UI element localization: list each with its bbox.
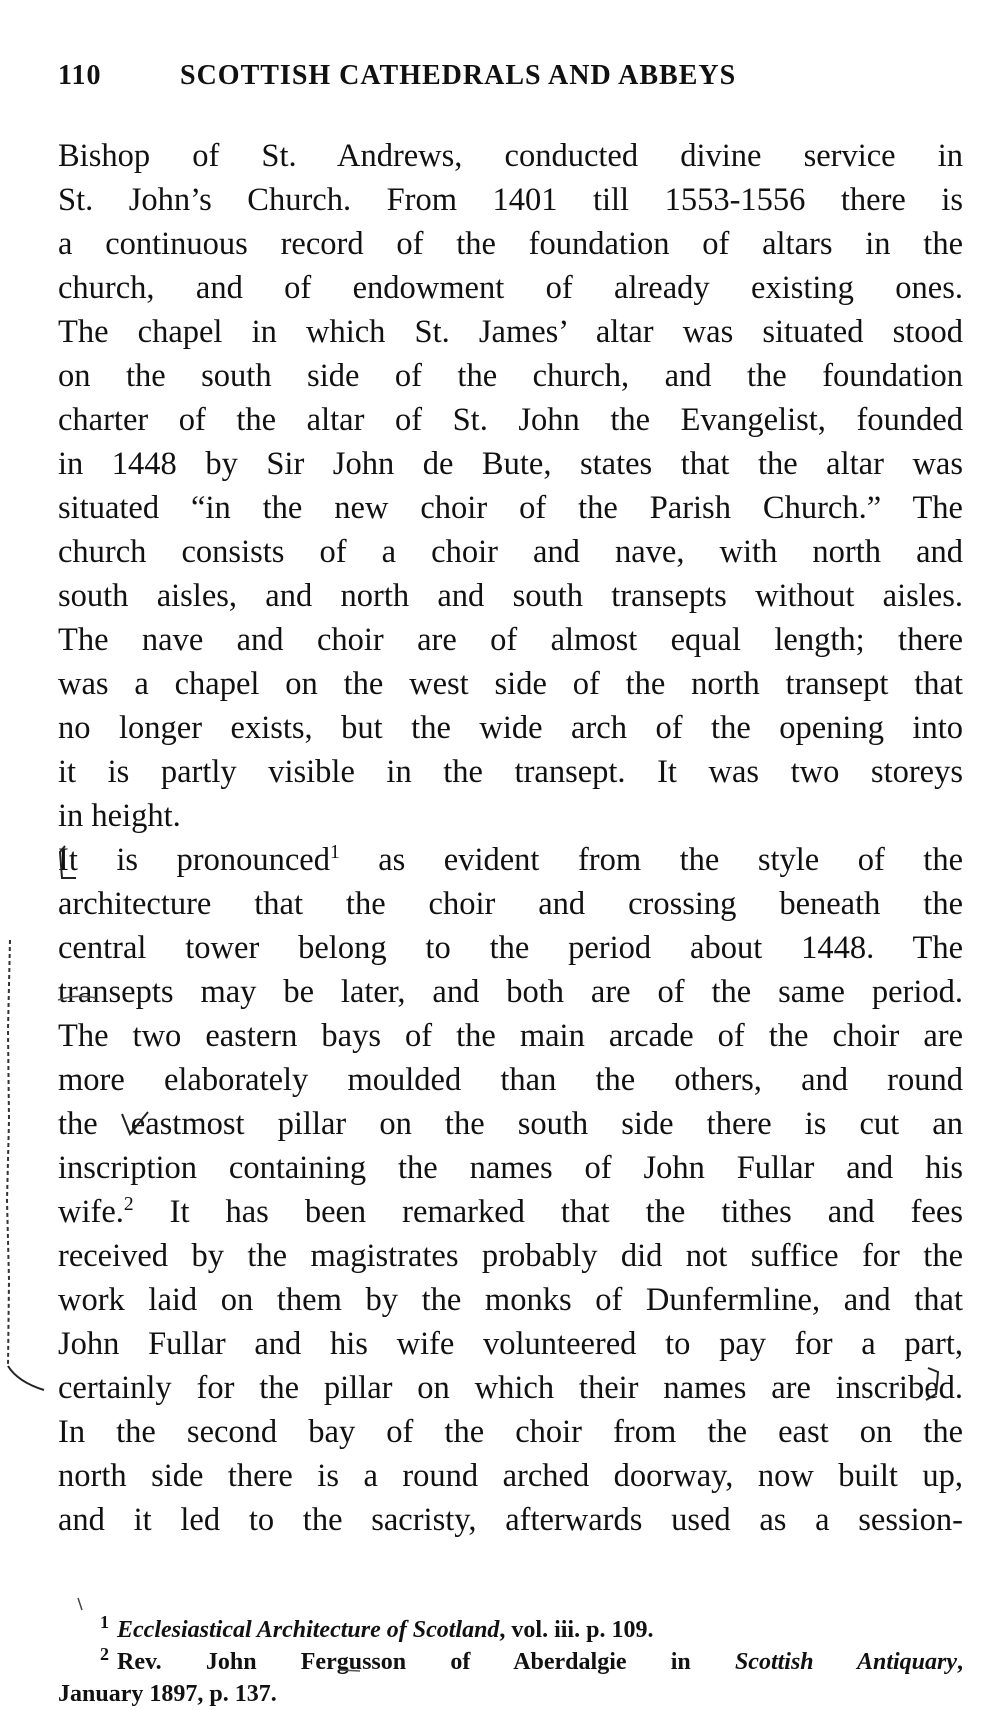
footnote-2-punct: , <box>957 1649 963 1675</box>
footnote-2-title: Scottish Antiquary <box>734 1649 957 1675</box>
text-line: situated “in the new choir of the Parish Church.” The <box>58 490 963 526</box>
pencil-margin-hook <box>8 1366 44 1390</box>
text-line: more elaborately moulded than the others, and round <box>58 1062 963 1098</box>
page-number: 110 <box>58 60 102 91</box>
footnote-2-text: Rev. John Fergusson of Aberdalgie in <box>117 1649 735 1675</box>
text-line: south aisles, and north and south transepts without aisles. <box>58 578 963 614</box>
text-line: central tower belong to the period about 1448. The <box>58 930 963 966</box>
text-line: In the second bay of the choir from the east on the <box>58 1414 963 1450</box>
text-line: church consists of a choir and nave, with north and <box>58 534 963 570</box>
pencil-caret-mark <box>122 1112 148 1134</box>
text-line: inscription containing the names of John Fullar and his <box>58 1150 963 1186</box>
text-line: The two eastern bays of the main arcade of the choir are <box>58 1018 963 1054</box>
footnote-2-continued: January 1897, p. 137. <box>58 1681 277 1707</box>
text-line: certainly for the pillar on which their names are inscribed. <box>58 1370 963 1406</box>
text-fragment: It has been remarked that the tithes and fees <box>133 1194 963 1230</box>
running-title: SCOTTISH CATHEDRALS AND ABBEYS <box>180 60 737 91</box>
text-line: charter of the altar of St. John the Evangelist, founded <box>58 402 963 438</box>
text-line: the eastmost pillar on the south side there is cut an <box>58 1106 963 1142</box>
text-fragment: as evident from the style of the <box>339 842 964 878</box>
text-line: was a chapel on the west side of the north transept that <box>58 666 963 702</box>
text-line: a continuous record of the foundation of altars in the <box>58 226 963 262</box>
text-line: architecture that the choir and crossing beneath the <box>58 886 963 922</box>
text-line: in 1448 by Sir John de Bute, states that the altar was <box>58 446 963 482</box>
text-line: John Fullar and his wife volunteered to pay for a part, <box>58 1326 963 1362</box>
pencil-tick-mark <box>78 1598 82 1610</box>
text-line: in height. <box>58 798 181 834</box>
text-line: St. John’s Church. From 1401 till 1553-1556 there is <box>58 182 963 218</box>
text-line: on the south side of the church, and the foundation <box>58 358 963 394</box>
footnote-ref-1: 1 <box>329 842 340 864</box>
text-line: church, and of endowment of already existing ones. <box>58 270 963 306</box>
text-fragment: It is pronounced <box>58 842 330 878</box>
pencil-dash-mark <box>340 1670 360 1671</box>
footnote-ref-2: 2 <box>123 1194 134 1216</box>
text-line: Bishop of St. Andrews, conducted divine service in <box>58 138 963 174</box>
footnote-1-rest: , vol. iii. p. 109. <box>499 1617 654 1643</box>
text-fragment: wife. <box>58 1194 124 1230</box>
pencil-bracket-open-mark <box>60 846 76 878</box>
text-line: The chapel in which St. James’ altar was situated stood <box>58 314 963 350</box>
pencil-underline-mark <box>58 996 96 1000</box>
text-line: transepts may be later, and both are of the same period. <box>58 974 963 1010</box>
text-line: The nave and choir are of almost equal length; there <box>58 622 963 658</box>
footnote-1-title: Ecclesiastical Architecture of Scotland <box>117 1617 500 1643</box>
pencil-margin-line <box>7 940 10 1366</box>
pencil-bracket-close-mark <box>926 1368 938 1400</box>
text-line: received by the magistrates probably did not suffice for the <box>58 1238 963 1274</box>
text-line: no longer exists, but the wide arch of the opening into <box>58 710 963 746</box>
footnote-marker-2: 2 <box>100 1644 109 1664</box>
text-line: it is partly visible in the transept. It was two storeys <box>58 754 963 790</box>
text-line: work laid on them by the monks of Dunfermline, and that <box>58 1282 963 1318</box>
text-line: north side there is a round arched doorway, now built up, <box>58 1458 963 1494</box>
text-line: and it led to the sacristy, afterwards used as a session- <box>58 1502 963 1538</box>
footnote-marker-1: 1 <box>100 1612 109 1632</box>
